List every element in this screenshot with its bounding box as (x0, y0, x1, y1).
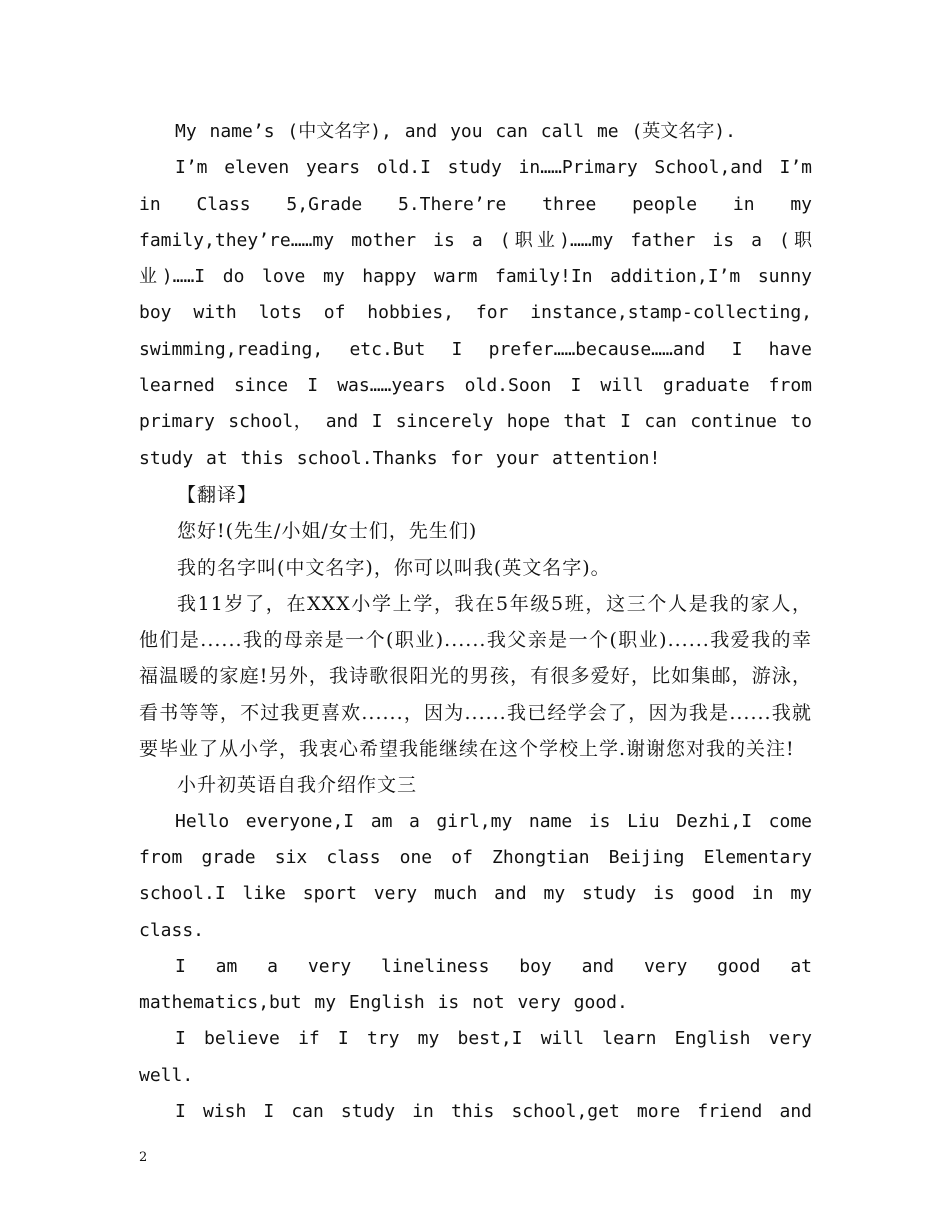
paragraph-wish-study: I wish I can study in this school,get more friend and (175, 1101, 812, 1123)
paragraph-self-introduction-english: I’m eleven years old.I study in……Primary School,and I’m in Class 5,Grade 5.There’re three people in my family,they’re……my mother is a (职业)……my father is a (职业)……I do love my happy warm family!In addition,I’m sunny boy with lots of hobbies, for instance,stamp-collecting, swimming,reading, etc.But I prefer……because……and I have learned since I was……years old.Soon I will graduate from primary school， and I sincerely hope that I can continue to study at this school.Thanks for your attention! (139, 157, 812, 469)
paragraph-lineliness-boy: I am a very lineliness boy and very good at mathematics,but my English is not very good. (139, 955, 812, 1014)
paragraph-try-my-best: I believe if I try my best,I will learn English very well. (139, 1028, 812, 1086)
page-number: 2 (139, 1150, 148, 1165)
paragraph-name-chinese: 我的名字叫(中文名字)，你可以叫我(英文名字)。 (177, 556, 611, 579)
heading-translation: 【翻译】 (177, 483, 258, 506)
paragraph-greeting-chinese: 您好!(先生/小姐/女士们，先生们) (177, 520, 478, 543)
paragraph-name-intro: My name’s (中文名字), and you can call me (英文名字). (175, 121, 736, 142)
heading-essay-three: 小升初英语自我介绍作文三 (177, 774, 418, 797)
paragraph-self-introduction-chinese: 我11岁了，在XXX小学上学，我在5年级5班，这三个人是我的家人，他们是......我的母亲是一个(职业)......我父亲是一个(职业)......我爱我的幸福温暖的家庭!另外，我诗歌很阳光的男孩，有很多爱好，比如集邮，游泳，看书等等，不过我更喜欢......，因为......我已经学会了，因为我是......我就要毕业了从小学，我衷心希望我能继续在这个学校上学.谢谢您对我的关注! (139, 592, 812, 761)
document-body (139, 114, 812, 1130)
paragraph-hello-everyone: Hello everyone,I am a girl,my name is Liu Dezhi,I come from grade six class one of Zhongtian Beijing Elementary school.I like sport very much and my study is good in my class. (139, 810, 812, 941)
